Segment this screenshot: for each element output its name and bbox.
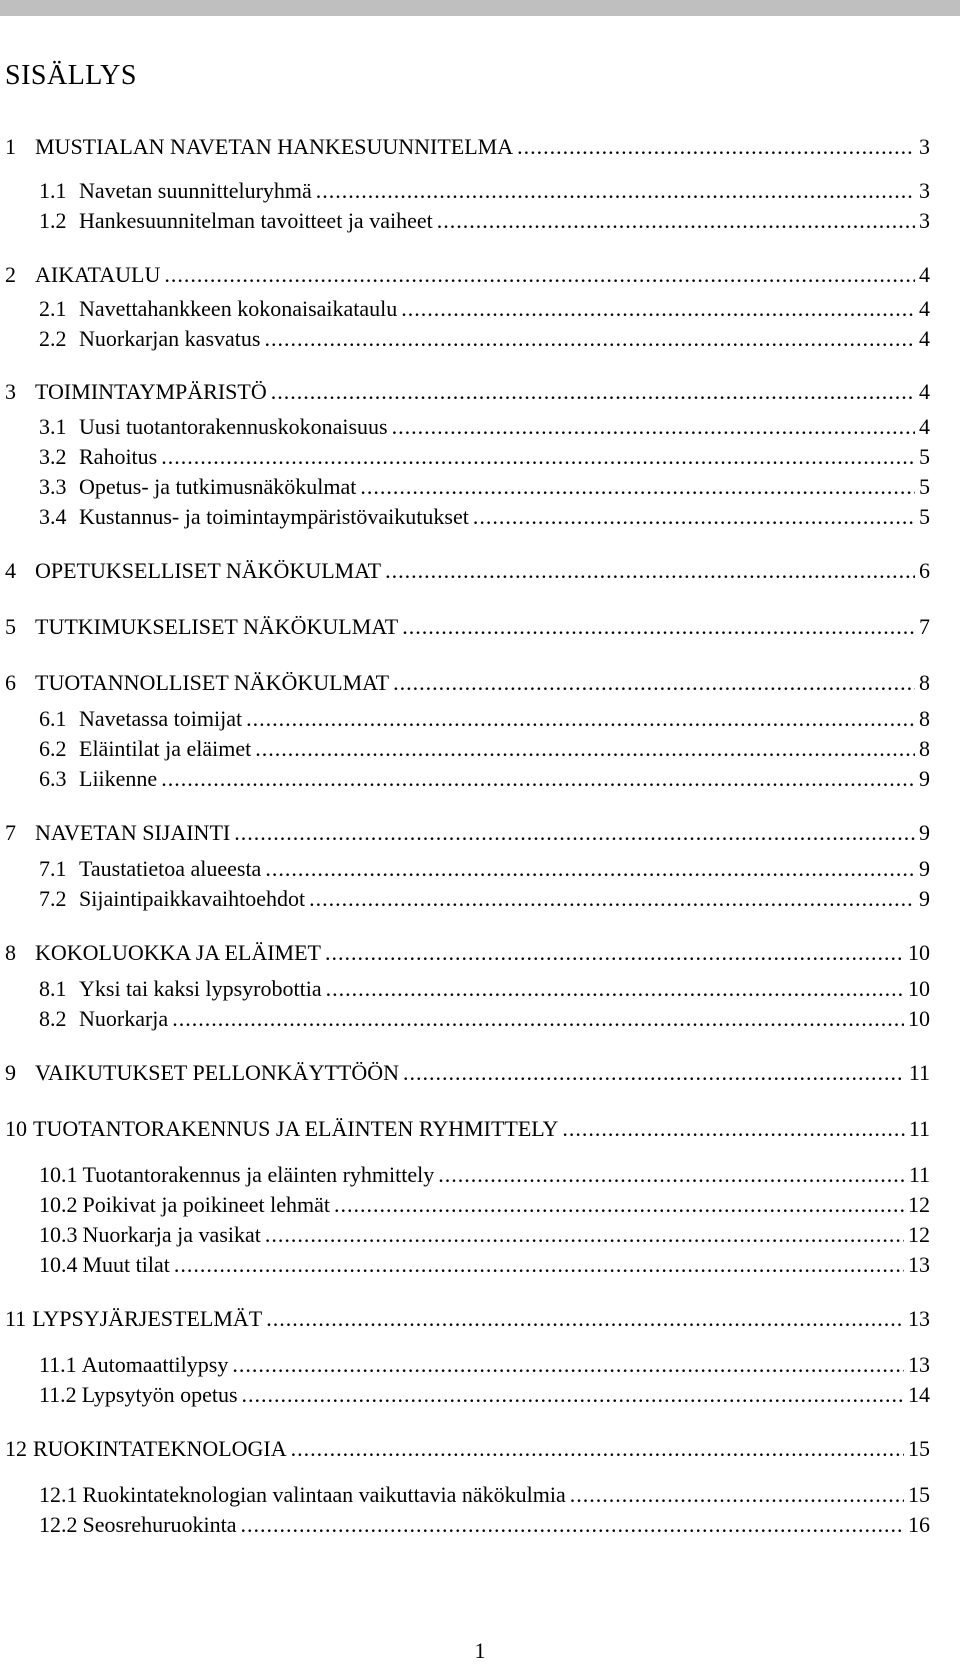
toc-entry[interactable]	[5, 292, 930, 322]
dot-leader	[161, 766, 915, 792]
toc-entry[interactable]	[5, 702, 930, 732]
toc-entry-page: 4	[919, 414, 930, 439]
toc-entry-label: TOIMINTAYMPÄRISTÖ	[35, 379, 267, 404]
toc-entry-label: TUOTANTORAKENNUS JA ELÄINTEN RYHMITTELY	[33, 1116, 559, 1141]
toc-entry-label: Liikenne	[79, 766, 158, 791]
toc-entry-number: 8	[5, 940, 16, 965]
toc-entry-label: Nuorkarja ja vasikat	[82, 1222, 261, 1247]
toc-entry-page: 8	[919, 670, 930, 695]
dot-leader	[246, 706, 915, 732]
toc-entry-page: 9	[919, 766, 930, 791]
toc-entry[interactable]	[5, 666, 930, 696]
toc-entry-page: 5	[919, 474, 930, 499]
toc-entry-page: 5	[919, 444, 930, 469]
toc-entry[interactable]	[5, 258, 930, 288]
page-title: SISÄLLYS	[5, 60, 137, 91]
toc-entry[interactable]	[5, 204, 930, 234]
dot-leader	[265, 856, 915, 882]
toc-entry-page: 3	[919, 208, 930, 233]
dot-leader	[473, 504, 915, 530]
toc-entry[interactable]	[5, 322, 930, 352]
toc-entry-number: 3.4	[39, 504, 67, 529]
toc-entry-number: 10.1	[39, 1162, 78, 1187]
toc-entry-label: Tuotantorakennus ja eläinten ryhmittely	[82, 1162, 435, 1187]
toc-entry[interactable]	[5, 1302, 930, 1332]
toc-entry-page: 8	[919, 706, 930, 731]
toc-entry-page: 13	[908, 1252, 930, 1277]
toc-entry-page: 10	[908, 976, 930, 1001]
toc-entry-page: 10	[908, 1006, 930, 1031]
toc-entry-number: 8.1	[39, 976, 67, 1001]
toc-entry-page: 15	[908, 1436, 930, 1461]
toc-entry-label: OPETUKSELLISET NÄKÖKULMAT	[35, 558, 382, 583]
dot-leader	[309, 886, 915, 912]
dot-leader	[517, 134, 915, 160]
dot-leader	[562, 1116, 904, 1142]
toc-entry-label: Ruokintateknologian valintaan vaikuttavia näkökulmia	[82, 1482, 566, 1507]
toc-entry-number: 9	[5, 1060, 16, 1085]
toc-entry[interactable]	[5, 936, 930, 966]
toc-entry-label: Opetus- ja tutkimusnäkökulmat	[79, 474, 357, 499]
dot-leader	[570, 1482, 904, 1508]
dot-leader	[242, 1382, 904, 1408]
toc-entry-page: 11	[908, 1162, 930, 1187]
toc-entry[interactable]	[5, 1248, 930, 1278]
dot-leader	[392, 414, 915, 440]
toc-entry-number: 10.3	[39, 1222, 78, 1247]
toc-entry-page: 9	[919, 820, 930, 845]
toc-entry-number: 6	[5, 670, 16, 695]
toc-entry-page: 11	[908, 1116, 930, 1141]
toc-entry[interactable]	[5, 410, 930, 440]
toc-entry-label: Rahoitus	[79, 444, 158, 469]
toc-entry-number: 2	[5, 262, 16, 287]
toc-entry[interactable]	[5, 1348, 930, 1378]
toc-entry-number: 1.2	[39, 208, 67, 233]
toc-entry-number: 8.2	[39, 1006, 67, 1031]
page-number-footer: 1	[474, 1638, 486, 1663]
toc-entry-label: Eläintilat ja eläimet	[79, 736, 252, 761]
toc-entry-page: 12	[908, 1192, 930, 1217]
toc-entry-label: Muut tilat	[82, 1252, 170, 1277]
toc-entry-number: 2.2	[39, 326, 67, 351]
toc-entry-label: TUTKIMUKSELISET NÄKÖKULMAT	[35, 614, 399, 639]
toc-entry-page: 4	[919, 262, 930, 287]
dot-leader	[325, 940, 904, 966]
toc-entry-label: Seosrehuruokinta	[82, 1512, 237, 1537]
dot-leader	[403, 1060, 905, 1086]
dot-leader	[271, 379, 915, 405]
toc-entry-label: TUOTANNOLLISET NÄKÖKULMAT	[35, 670, 390, 695]
dot-leader	[172, 1006, 904, 1032]
toc-entry-page: 13	[908, 1306, 930, 1331]
toc-entry[interactable]	[5, 1056, 930, 1086]
toc-entry-label: MUSTIALAN NAVETAN HANKESUUNNITELMA	[35, 134, 514, 159]
toc-entry-page: 3	[919, 134, 930, 159]
toc-entry-number: 3.2	[39, 444, 67, 469]
toc-entry-page: 9	[919, 886, 930, 911]
toc-entry-number: 6.1	[39, 706, 67, 731]
toc-entry[interactable]	[5, 174, 930, 204]
toc-entry-page: 15	[908, 1482, 930, 1507]
toc-entry[interactable]	[5, 732, 930, 762]
toc-entry-number: 1	[5, 134, 16, 159]
toc-entry-number: 4	[5, 558, 16, 583]
toc-entry-label: Navettahankkeen kokonaisaikataulu	[79, 296, 398, 321]
toc-entry-page: 4	[919, 326, 930, 351]
toc-entry-label: Hankesuunnitelman tavoitteet ja vaiheet	[79, 208, 433, 233]
dot-leader	[266, 1306, 904, 1332]
toc-entry-page: 16	[908, 1512, 930, 1537]
toc-entry[interactable]	[5, 1478, 930, 1508]
toc-entry-label: VAIKUTUKSET PELLONKÄYTTÖÖN	[35, 1060, 399, 1085]
toc-entry-label: Nuorkarjan kasvatus	[79, 326, 261, 351]
toc-entry-label: Kustannus- ja toimintaympäristövaikutukset	[79, 504, 469, 529]
toc-entry-page: 10	[908, 940, 930, 965]
toc-entry[interactable]	[5, 762, 930, 792]
toc-entry[interactable]	[5, 1112, 930, 1142]
toc-entry-number: 1.1	[39, 178, 67, 203]
dot-leader	[174, 1252, 904, 1278]
toc-entry-page: 13	[908, 1352, 930, 1377]
toc-entry-number: 2.1	[39, 296, 67, 321]
toc-entry-label: Automaattilypsy	[81, 1352, 229, 1377]
dot-leader	[255, 736, 915, 762]
top-gray-bar	[0, 0, 960, 16]
toc-entry-page: 8	[919, 736, 930, 761]
toc-entry-label: RUOKINTATEKNOLOGIA	[33, 1436, 287, 1461]
toc-entry-page: 12	[908, 1222, 930, 1247]
toc-entry[interactable]	[5, 610, 930, 640]
toc-entry-number: 7.2	[39, 886, 67, 911]
toc-entry-label: Nuorkarja	[79, 1006, 169, 1031]
toc-entry[interactable]	[5, 500, 930, 530]
dot-leader	[385, 558, 915, 584]
toc-entry-label: LYPSYJÄRJESTELMÄT	[32, 1306, 263, 1331]
toc-entry-number: 10.4	[39, 1252, 78, 1277]
toc-entry[interactable]	[5, 972, 930, 1002]
toc-entry-number: 11.1	[39, 1352, 77, 1377]
toc-entry[interactable]	[5, 554, 930, 584]
dot-leader	[334, 1192, 904, 1218]
toc-entry-number: 3.1	[39, 414, 67, 439]
dot-leader	[360, 474, 915, 500]
toc-entry[interactable]	[5, 1158, 930, 1188]
toc-entry-label: Navetassa toimijat	[79, 706, 243, 731]
toc-entry-page: 11	[908, 1060, 930, 1085]
toc-entry[interactable]	[5, 816, 930, 846]
dot-leader	[291, 1436, 904, 1462]
toc-entry-label: Navetan suunnitteluryhmä	[79, 178, 312, 203]
toc-entry[interactable]	[5, 882, 930, 912]
toc-entry-label: AIKATAULU	[35, 262, 161, 287]
dot-leader	[326, 976, 904, 1002]
toc-entry[interactable]	[5, 470, 930, 500]
toc-entry-label: Taustatietoa alueesta	[79, 856, 262, 881]
dot-leader	[265, 1222, 904, 1248]
toc-entry-label: Lypsytyön opetus	[81, 1382, 238, 1407]
toc-entry-number: 11.2	[39, 1382, 77, 1407]
toc-entry[interactable]	[5, 852, 930, 882]
toc-entry-page: 3	[919, 178, 930, 203]
toc-entry-page: 9	[919, 856, 930, 881]
toc-entry[interactable]	[5, 1508, 930, 1538]
toc-entry-label: Uusi tuotantorakennuskokonaisuus	[79, 414, 388, 439]
toc-entry-label: KOKOLUOKKA JA ELÄIMET	[35, 940, 321, 965]
toc-entry-page: 5	[919, 504, 930, 529]
dot-leader	[232, 1352, 904, 1378]
toc-entry-page: 4	[919, 296, 930, 321]
toc-entry-page: 7	[919, 614, 930, 639]
dot-leader	[393, 670, 915, 696]
toc-entry-number: 12	[5, 1436, 27, 1461]
toc-entry-number: 7	[5, 820, 16, 845]
toc-entry-label: Sijaintipaikkavaihtoehdot	[79, 886, 306, 911]
toc-entry[interactable]	[5, 1432, 930, 1462]
toc-entry[interactable]	[5, 440, 930, 470]
toc-entry-page: 6	[919, 558, 930, 583]
toc-entry-number: 7.1	[39, 856, 67, 881]
toc-entry[interactable]	[5, 1218, 930, 1248]
toc-entry-number: 12.1	[39, 1482, 78, 1507]
dot-leader	[438, 1162, 905, 1188]
dot-leader	[234, 820, 915, 846]
toc-entry-label: Poikivat ja poikineet lehmät	[82, 1192, 330, 1217]
toc-entry-number: 6.3	[39, 766, 67, 791]
toc-entry-page: 4	[919, 379, 930, 404]
toc-entry[interactable]	[5, 375, 930, 405]
toc-entry-number: 3	[5, 379, 16, 404]
toc-entry-label: NAVETAN SIJAINTI	[35, 820, 231, 845]
toc-entry-page: 14	[908, 1382, 930, 1407]
toc-entry-number: 3.3	[39, 474, 67, 499]
dot-leader	[161, 444, 915, 470]
toc-entry-number: 10.2	[39, 1192, 78, 1217]
toc-entry[interactable]	[5, 1188, 930, 1218]
toc-entry-number: 10	[5, 1116, 27, 1141]
dot-leader	[401, 296, 915, 322]
toc-entry[interactable]	[5, 1002, 930, 1032]
toc-entry-label: Yksi tai kaksi lypsyrobottia	[79, 976, 322, 1001]
toc-entry[interactable]	[5, 1378, 930, 1408]
dot-leader	[240, 1512, 904, 1538]
toc-entry[interactable]	[5, 130, 930, 160]
toc-entry-number: 11	[5, 1306, 27, 1331]
dot-leader	[264, 326, 915, 352]
dot-leader	[437, 208, 915, 234]
toc-entry-number: 12.2	[39, 1512, 78, 1537]
dot-leader	[164, 262, 915, 288]
dot-leader	[316, 178, 915, 204]
dot-leader	[402, 614, 915, 640]
toc-entry-number: 6.2	[39, 736, 67, 761]
toc-entry-number: 5	[5, 614, 16, 639]
